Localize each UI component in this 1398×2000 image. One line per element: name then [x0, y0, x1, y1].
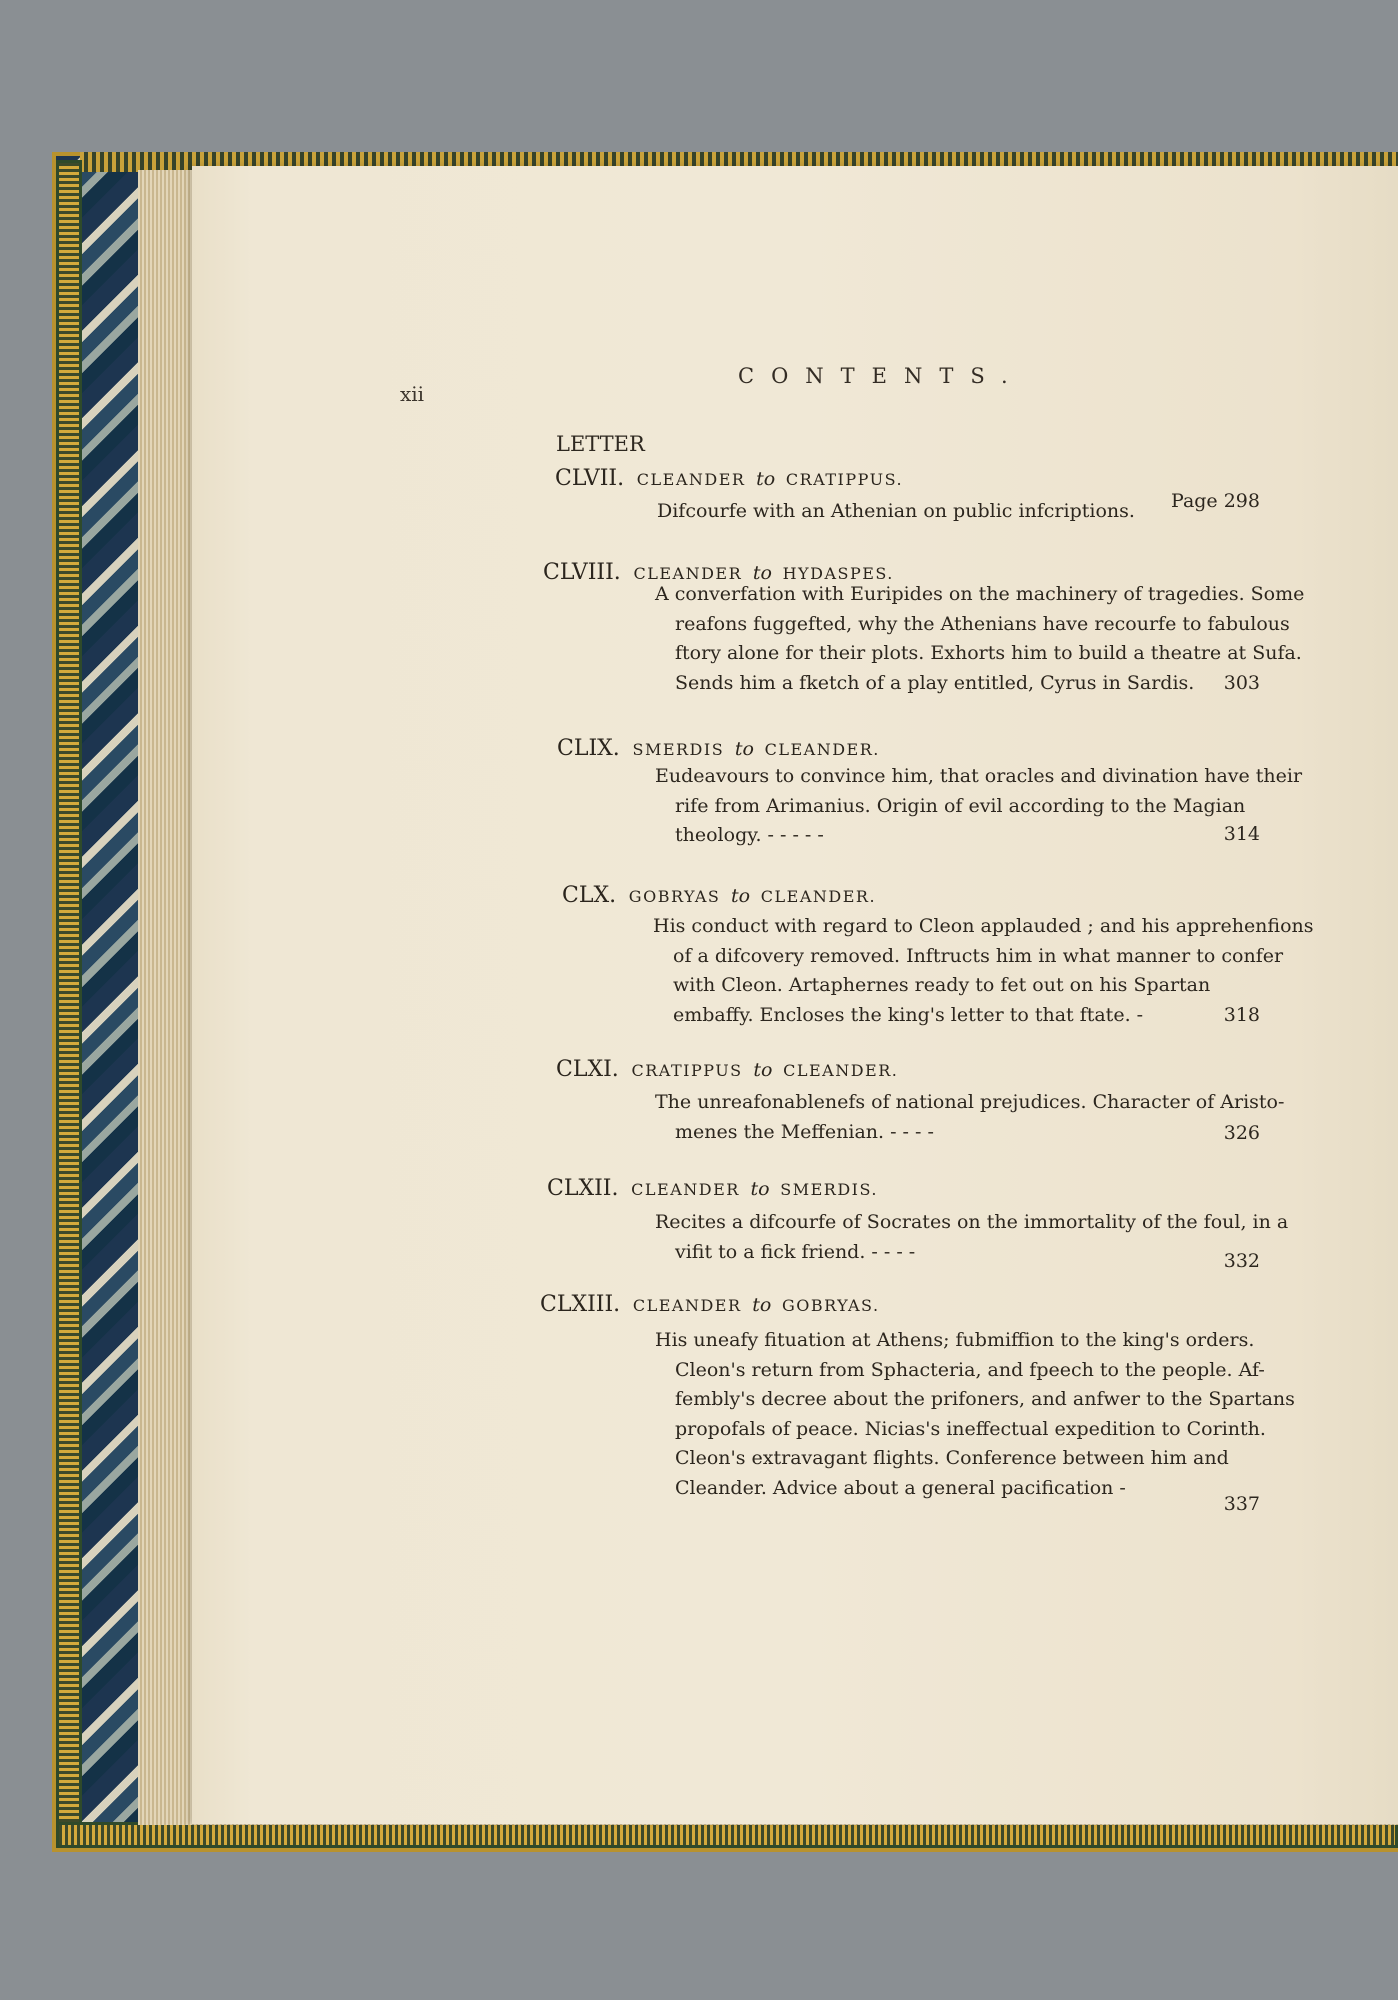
entry-number: CLX.	[562, 883, 617, 908]
page-folio: xii	[400, 382, 425, 406]
entry-to: CLEANDER.	[760, 887, 877, 906]
entry-line: Difcourfe with an Athenian on public infcriptions.	[657, 500, 1135, 522]
entry-line: The unreafonablenefs of national prejudices. Character of Aristo-	[655, 1091, 1285, 1113]
entry-from: CLEANDER	[633, 564, 743, 583]
entry-heading	[556, 1057, 898, 1082]
entry-number: CLVIII.	[543, 560, 621, 585]
entry-line: embaffy. Encloses the king's letter to that ftate. -	[673, 1003, 1144, 1026]
entry-from: CLEANDER	[631, 1180, 740, 1199]
entry-heading	[540, 1292, 880, 1317]
entry-line: theology. - - - - -	[675, 824, 824, 846]
entry-line: with Cleon. Artaphernes ready to fet out on his Spartan	[673, 974, 1211, 996]
entry-line: Eudeavours to convince him, that oracles and divination have their	[655, 765, 1303, 787]
entry-line: rife from Arimanius. Origin of evil according to the Magian	[675, 794, 1246, 817]
entry-from: GOBRYAS	[628, 887, 721, 906]
entry-line: fembly's decree about the prifoners, and anfwer to the Spartans	[675, 1388, 1295, 1410]
entry-from: SMERDIS	[632, 740, 725, 759]
entry-line: Cleon's return from Sphacteria, and fpeech to the people. Af-	[675, 1358, 1265, 1381]
entry-to: CLEANDER.	[783, 1061, 899, 1080]
entry-line: A converfation with Euripides on the machinery of tragedies. Some	[655, 583, 1305, 605]
entry-to-word: to	[734, 738, 754, 760]
entry-to: SMERDIS.	[780, 1180, 878, 1199]
entry-line: Sends him a fketch of a play entitled, Cyrus in Sardis.	[675, 671, 1195, 694]
entry-line: ftory alone for their plots. Exhorts him to build a theatre at Sufa.	[675, 642, 1302, 664]
entry-page-number: 326	[1223, 1122, 1260, 1144]
entry-page-number: 314	[1223, 823, 1260, 845]
entry-line: of a difcovery removed. Inftructs him in what manner to confer	[673, 944, 1284, 967]
entry-from: CLEANDER	[636, 470, 746, 489]
entry-to-word: to	[731, 885, 751, 907]
entry-line: Cleander. Advice about a general pacification -	[675, 1476, 1126, 1499]
entry-description	[655, 1326, 1295, 1503]
entry-to-word: to	[756, 468, 776, 490]
entry-line: Recites a difcourfe of Socrates on the immortality of the foul, in a	[655, 1211, 1289, 1233]
entry-to: HYDASPES.	[782, 564, 894, 583]
entry-to: CRATIPPUS.	[785, 470, 904, 489]
entry-number: CLIX.	[557, 736, 620, 761]
entry-number: CLXIII.	[540, 1292, 621, 1317]
entry-from: CRATIPPUS	[631, 1061, 743, 1080]
entry-line: propofals of peace. Nicias's ineffectual expedition to Corinth.	[675, 1417, 1266, 1440]
entry-description	[657, 497, 1135, 527]
entry-to: CLEANDER.	[764, 740, 880, 759]
entry-number: CLXI.	[556, 1057, 619, 1082]
entry-line: His conduct with regard to Cleon applauded ; and his apprehenfions	[653, 915, 1314, 937]
gilt-bottom-border	[56, 1822, 1398, 1848]
entry-to-word: to	[750, 1178, 770, 1200]
entry-line: vifit to a fick friend. - - - -	[675, 1240, 916, 1263]
entry-line: menes the Meffenian. - - - -	[675, 1120, 934, 1143]
entry-to-word: to	[752, 562, 772, 584]
entry-number: CLXII.	[547, 1176, 619, 1201]
entry-heading	[557, 736, 880, 761]
gilt-left-border	[56, 160, 82, 1846]
entry-number: CLVII.	[555, 466, 625, 491]
entry-to: GOBRYAS.	[781, 1296, 880, 1315]
entry-heading	[562, 883, 876, 908]
entry-line: reafons fuggefted, why the Athenians have recourfe to fabulous	[675, 612, 1290, 635]
entry-page-number: 318	[1223, 1004, 1260, 1026]
entry-heading	[555, 466, 903, 491]
entry-page-number: 337	[1223, 1493, 1260, 1515]
entry-to-word: to	[753, 1059, 773, 1081]
entry-line: Cleon's extravagant flights. Conference between him and	[675, 1447, 1229, 1469]
entry-from: CLEANDER	[632, 1296, 742, 1315]
entry-to-word: to	[752, 1294, 772, 1316]
entry-page-number: 332	[1223, 1250, 1260, 1272]
entry-page-number: 303	[1223, 672, 1260, 694]
entry-line: His uneafy fituation at Athens; fubmiffion to the king's orders.	[655, 1329, 1255, 1351]
entry-page-number: Page 298	[1171, 490, 1260, 512]
letter-column-label: LETTER	[556, 432, 645, 456]
entry-heading	[547, 1176, 878, 1201]
page-heading: CONTENTS.	[738, 364, 1025, 388]
